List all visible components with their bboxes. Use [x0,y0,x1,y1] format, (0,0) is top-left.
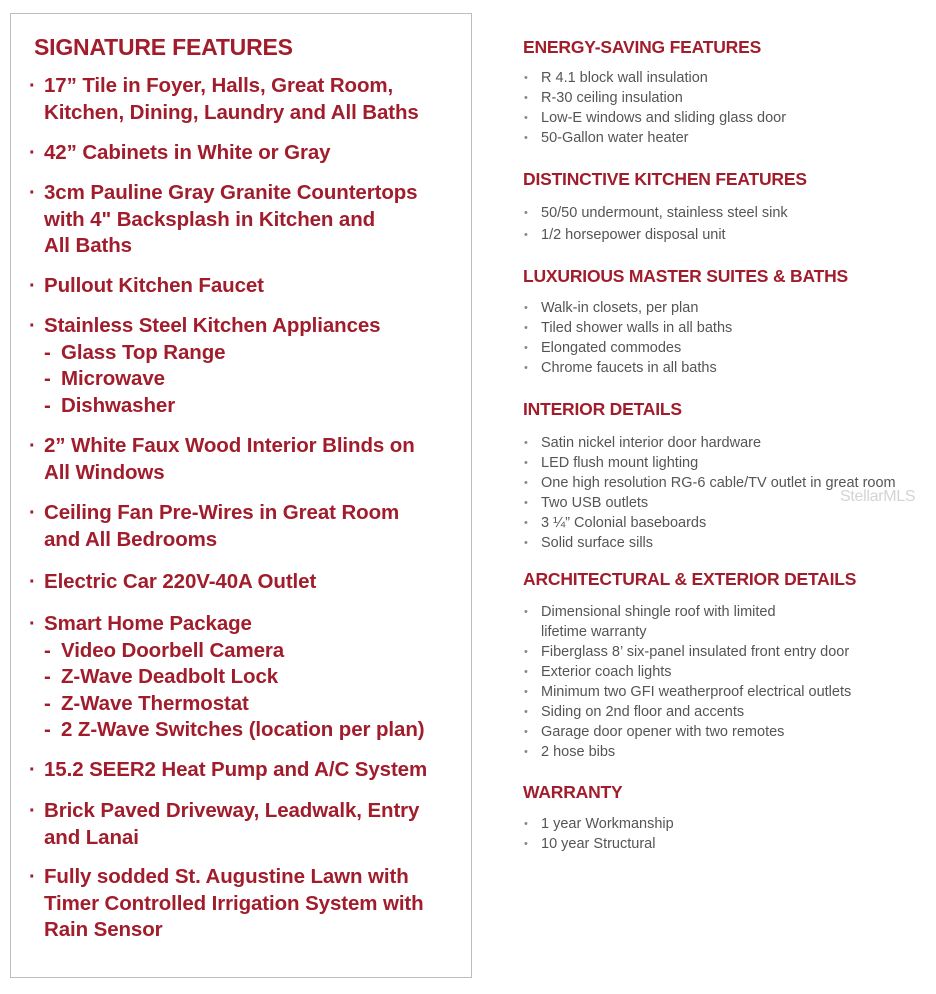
bullet-icon: · [29,182,36,204]
list-item: • LED flush mount lighting [523,453,933,473]
master-suites-list [523,298,933,378]
item-line: All Baths [44,234,132,257]
item-line: Ceiling Fan Pre-Wires in Great Room [44,501,400,524]
list-item: • 3 ¼” Colonial baseboards [523,513,933,533]
item-line: and All Bedrooms [44,527,218,551]
item-line: Fully sodded St. Augustine Lawn with [44,865,409,888]
bullet-icon: · [29,613,36,635]
list-item: • Satin nickel interior door hardware [523,433,933,453]
item-line: Rain Sensor [44,918,163,941]
list-item: • 50/50 undermount, stainless steel sink [523,203,933,223]
list-item: • Minimum two GFI weatherproof electrical outlets [523,682,933,702]
item-line: Kitchen, Dining, Laundry and All Baths [44,100,419,124]
list-item: • 10 year Structural [523,834,933,854]
list-item: • 50-Gallon water heater [523,128,933,148]
warranty-list [523,814,933,854]
sub-item: - Glass Top Range [44,340,469,367]
list-item: • R-30 ceiling insulation [523,88,933,108]
item-line: Timer Controlled Irrigation System with [44,891,424,915]
item-line: 3cm Pauline Gray Granite Countertops [44,181,418,204]
list-item: • Solid surface sills [523,533,933,553]
bullet-icon: · [29,866,36,888]
list-item: • Walk-in closets, per plan [523,298,933,318]
list-item: • Chrome faucets in all baths [523,358,933,378]
list-item: • Tiled shower walls in all baths [523,318,933,338]
list-item: • 2 hose bibs [523,742,933,762]
watermark: StellarMLS [840,488,916,505]
item-line: Brick Paved Driveway, Leadwalk, Entry [44,799,420,822]
sub-item: - Z-Wave Deadbolt Lock [44,664,469,691]
list-item: • 1/2 horsepower disposal unit [523,225,933,245]
sub-item: - Video Doorbell Camera [44,638,469,665]
list-item-text: • Dimensional shingle roof with limited [541,604,776,620]
signature-features-title: SIGNATURE FEATURES [34,34,293,60]
energy-saving-title: ENERGY-SAVING FEATURES [523,37,762,57]
energy-saving-list [523,68,933,148]
sub-item: - Microwave [44,366,469,393]
list-item: • Low-E windows and sliding glass door [523,108,933,128]
list-item: • Two USB outlets [523,493,933,513]
list-item: • Exterior coach lights [523,662,933,682]
list-item: • Siding on 2nd floor and accents [523,702,933,722]
list-item [523,602,933,642]
sub-item: - Z-Wave Thermostat [44,691,469,718]
list-item: • One high resolution RG-6 cable/TV outlet in great room [523,473,933,493]
list-item: • Garage door opener with two remotes [523,722,933,742]
bullet-icon: · [29,142,36,164]
item-line: All Windows [44,460,165,484]
sub-item: - 2 Z-Wave Switches (location per plan) [44,717,469,744]
item-line: with 4" Backsplash in Kitchen and [44,207,376,231]
interior-details-title: INTERIOR DETAILS [523,399,682,419]
list-item: • 1 year Workmanship [523,814,933,834]
bullet-icon: · [29,275,36,297]
exterior-details-list [523,602,933,762]
master-suites-title: LUXURIOUS MASTER SUITES & BATHS [523,266,849,286]
bullet-icon: · [29,571,36,593]
item-line: 42” Cabinets in White or Gray [44,141,331,164]
sub-item: - Dishwasher [44,393,469,420]
list-item-continuation: lifetime warranty [541,624,647,640]
bullet-icon: · [29,315,36,337]
kitchen-features-list [523,203,933,245]
item-line: Smart Home Package [44,612,252,635]
bullet-icon: · [29,502,36,524]
bullet-icon: · [29,435,36,457]
bullet-icon: · [29,759,36,781]
list-item: • Elongated commodes [523,338,933,358]
warranty-title: WARRANTY [523,782,623,802]
item-line: 2” White Faux Wood Interior Blinds on [44,434,415,457]
list-item: • Fiberglass 8’ six-panel insulated front entry door [523,642,933,662]
item-line: Stainless Steel Kitchen Appliances [44,314,381,337]
item-line: 15.2 SEER2 Heat Pump and A/C System [44,758,428,781]
item-line: Pullout Kitchen Faucet [44,274,264,297]
exterior-details-title: ARCHITECTURAL & EXTERIOR DETAILS [523,569,857,589]
kitchen-features-title: DISTINCTIVE KITCHEN FEATURES [523,169,807,189]
item-line: 17” Tile in Foyer, Halls, Great Room, [44,74,394,97]
item-line: and Lanai [44,825,139,849]
bullet-icon: · [29,800,36,822]
list-item: • R 4.1 block wall insulation [523,68,933,88]
item-line: Electric Car 220V-40A Outlet [44,570,317,593]
bullet-icon: · [29,75,36,97]
